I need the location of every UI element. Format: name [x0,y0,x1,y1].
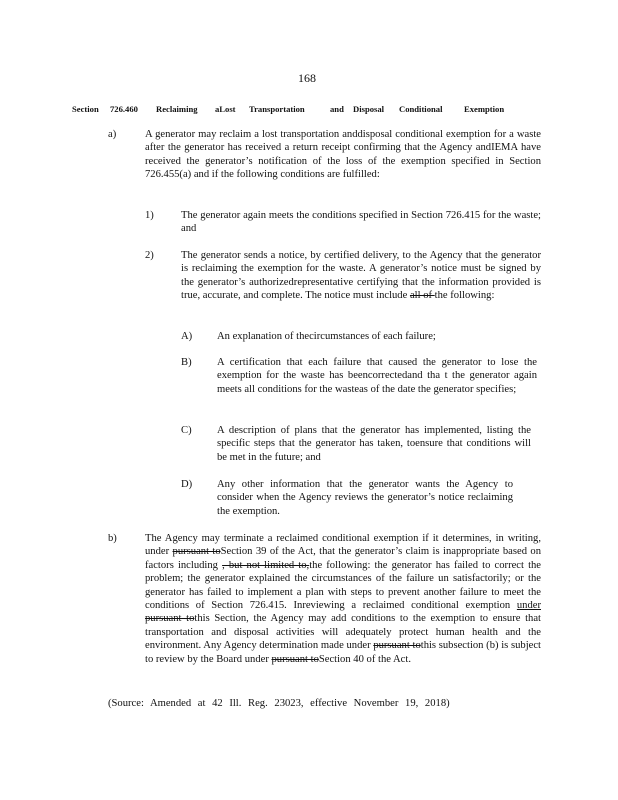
subsection-b-text-part: this Section, the Agency may add conditions to the exemption to ensure that transportation and disposal activities will adequately protect human health and the environment. Any Agency determination made under [145,613,542,652]
heading-word: Conditional [399,104,443,114]
source-note: (Source: Amended at 42 Ill. Reg. 23023, effective November 19, 2018) [108,698,450,709]
subparagraph-C-text: A description of plans that the generator has implemented, listing the specific steps that the generator has taken, toensure that conditions will be met in the future; and [217,425,531,463]
subsection-b-text [145,532,541,666]
deleted-text: pursuant to [145,613,195,625]
heading-word: aLost [215,104,236,114]
paragraph-1-label: 1) [145,210,154,221]
heading-word: Transportation [249,104,305,114]
subparagraph-D-label: D) [181,479,193,490]
subparagraph-A-text: An explanation of thecircumstances of each failure; [217,331,436,342]
subsection-b-text-part: the following: the generator has failed to correct the problem; the generator explained the circumstances of the failure un satisfactorily; or the generator has failed to implement a plan with steps to prevent another failure to meet the conditions of Section 726.415. Inreviewing a reclaimed conditional exemption [145,559,542,612]
paragraph-2-label: 2) [145,250,154,261]
heading-word: and [330,104,344,114]
deleted-text: all of [409,290,435,302]
subsection-b-label: b) [108,533,117,544]
section-heading [72,103,542,117]
paragraph-1-text: The generator again meets the conditions specified in Section 726.415 for the waste; and [181,210,541,235]
subsection-a-label: a) [108,129,117,140]
subparagraph-A-label: A) [181,331,193,342]
subsection-b-text-part: The Agency may terminate a reclaimed conditional exemption if it determines, in writing, under [145,533,541,558]
paragraph-2-text-start: The generator sends a notice, by certified delivery, to the Agency that the generator is reclaiming the exemption for the waste. A generator’s notice must be signed by the generator’s authorizedrepresentative certifying that the information provided is true, accurate, and complete. The notice must include [181,250,541,302]
heading-word: Disposal [353,104,385,114]
page-number: 168 [298,71,316,85]
subsection-b-text-part: Section 39 of the Act, that the generator’s claim is inappropriate based on factors including [145,546,541,571]
subparagraph-C-label: C) [181,425,192,436]
heading-word: Exemption [464,104,505,114]
heading-section-number: 726.460 [110,104,138,114]
deleted-text: pursuant to [271,653,319,665]
subsection-b-text-part: Section 40 of the Act. [318,653,411,665]
deleted-text: , but not limited to, [222,559,310,571]
subparagraph-D-text: Any other information that the generator wants the Agency to consider when the Agency reviews the generator’s notice reclaiming the exemption. [217,479,513,517]
inserted-text: under [516,600,541,612]
paragraph-2-text-end: the following: [434,290,495,302]
subparagraph-B-label: B) [181,357,192,368]
deleted-text: pursuant to [373,640,421,652]
subparagraph-B-text: A certification that each failure that caused the generator to lose the exemption for the waste has beencorrectedand tha t the generator again meets all conditions for the wasteas of the date the generator specifies; [217,357,537,395]
deleted-text: pursuant to [172,546,221,558]
heading-section-word: Section [72,104,99,114]
heading-word: Reclaiming [156,104,198,114]
paragraph-2-text [181,249,541,303]
subsection-a-text: A generator may reclaim a lost transportation anddisposal conditional exemption for a waste after the generator has received a return receipt confirming that the Agency andIEMA have received the generator’s notification of the loss of the exemption specified in Section 726.455(a) and if the following conditions are fulfilled: [145,129,541,181]
subsection-b-text-part: this subsection (b) is subject to review by the Board under [145,640,542,665]
